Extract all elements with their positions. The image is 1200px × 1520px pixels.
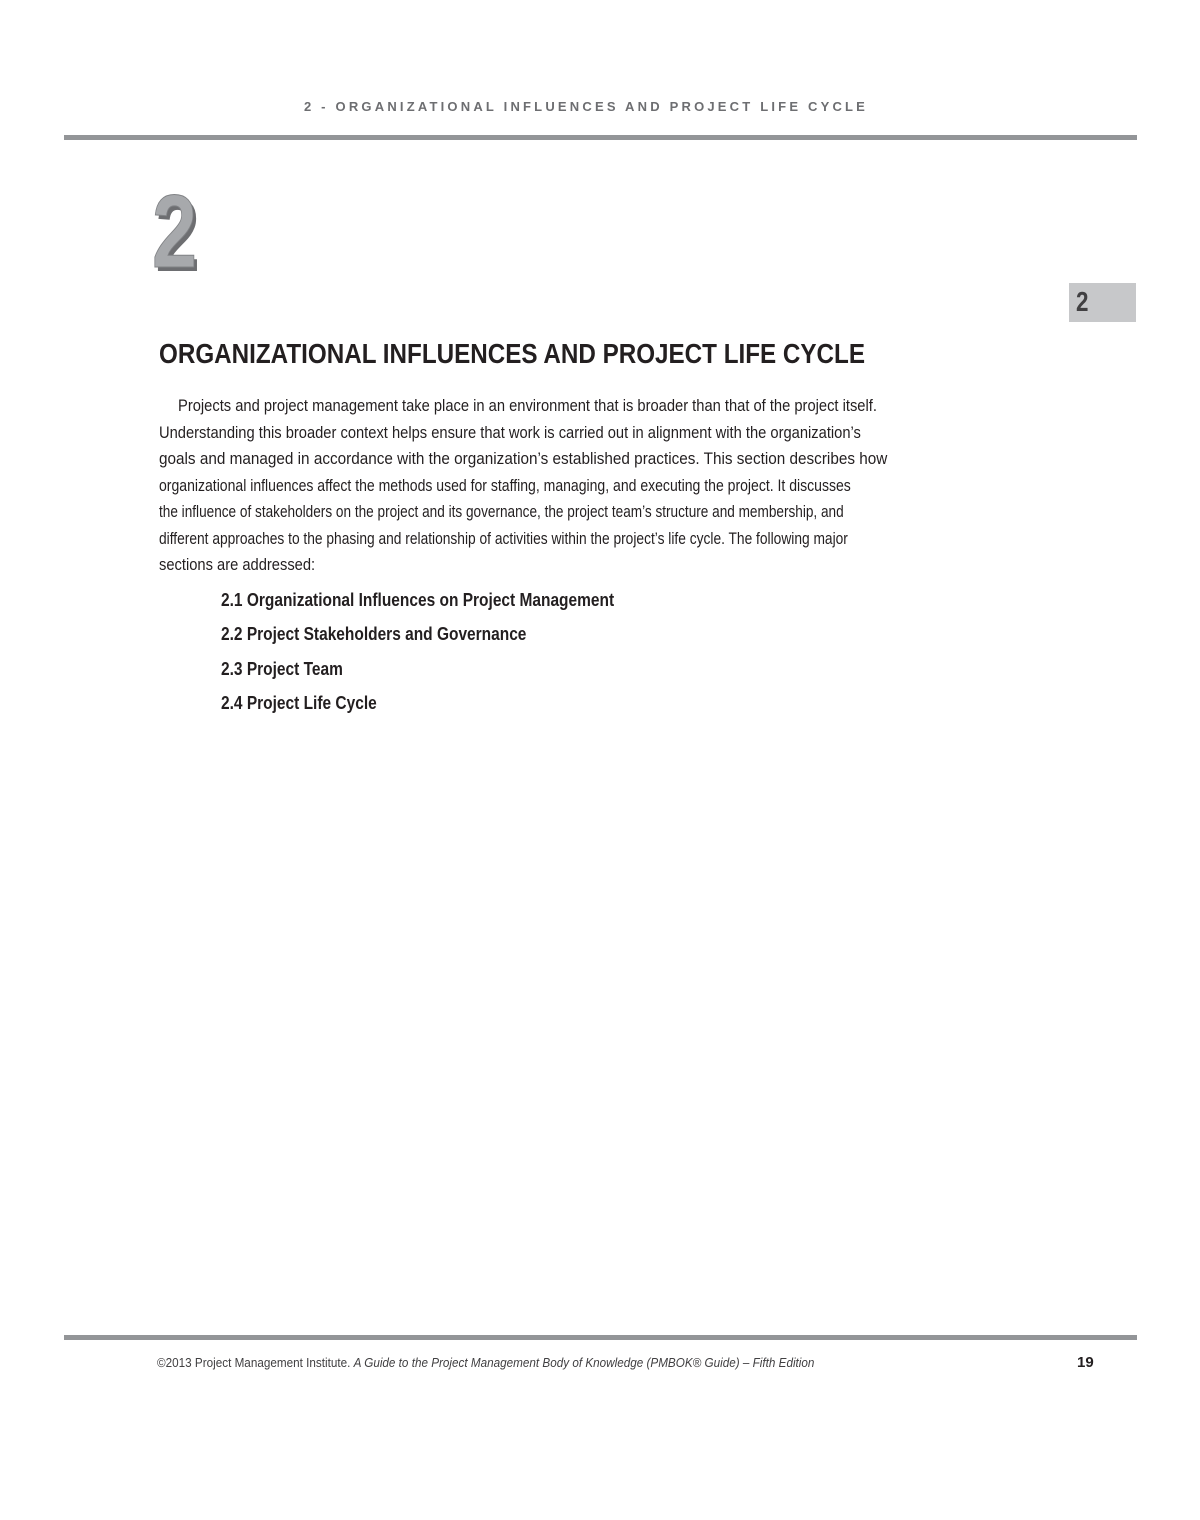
- page-number: 19: [1077, 1354, 1094, 1371]
- intro-line: Understanding this broader context helps ensure that work is carried out in alignment with the organization’s: [159, 422, 861, 442]
- section-item: 2.4 Project Life Cycle: [221, 692, 377, 713]
- running-header: 2 - ORGANIZATIONAL INFLUENCES AND PROJECT LIFE CYCLE: [303, 99, 869, 114]
- section-item: 2.2 Project Stakeholders and Governance: [221, 624, 527, 645]
- footer-citation: [157, 1355, 814, 1370]
- header-rule: [64, 135, 1137, 140]
- intro-line: different approaches to the phasing and relationship of activities within the project’s life cycle. The following major: [159, 528, 848, 548]
- section-item: 2.3 Project Team: [221, 658, 343, 679]
- footer-rule: [64, 1335, 1137, 1340]
- intro-line: sections are addressed:: [159, 555, 316, 574]
- chapter-number: 2: [152, 174, 198, 290]
- intro-line: the influence of stakeholders on the project and its governance, the project team’s structure and membership, and: [159, 502, 844, 521]
- section-item: 2.1 Organizational Influences on Project Management: [221, 590, 615, 610]
- intro-paragraph: [159, 393, 1016, 579]
- chapter-tab-label: 2: [1076, 286, 1089, 317]
- intro-line: organizational influences affect the methods used for staffing, managing, and executing the project. It discusses: [159, 475, 851, 495]
- section-list: [221, 590, 678, 727]
- footer-copyright: ©2013 Project Management Institute.: [157, 1355, 351, 1370]
- footer-book-title: A Guide to the Project Management Body of Knowledge (PMBOK® Guide) – Fifth Edition: [353, 1355, 815, 1370]
- chapter-title: ORGANIZATIONAL INFLUENCES AND PROJECT LIFE CYCLE: [159, 338, 865, 369]
- intro-line: Projects and project management take place in an environment that is broader than that of the project itself.: [178, 396, 877, 415]
- intro-line: goals and managed in accordance with the organization’s established practices. This section describes how: [159, 449, 888, 468]
